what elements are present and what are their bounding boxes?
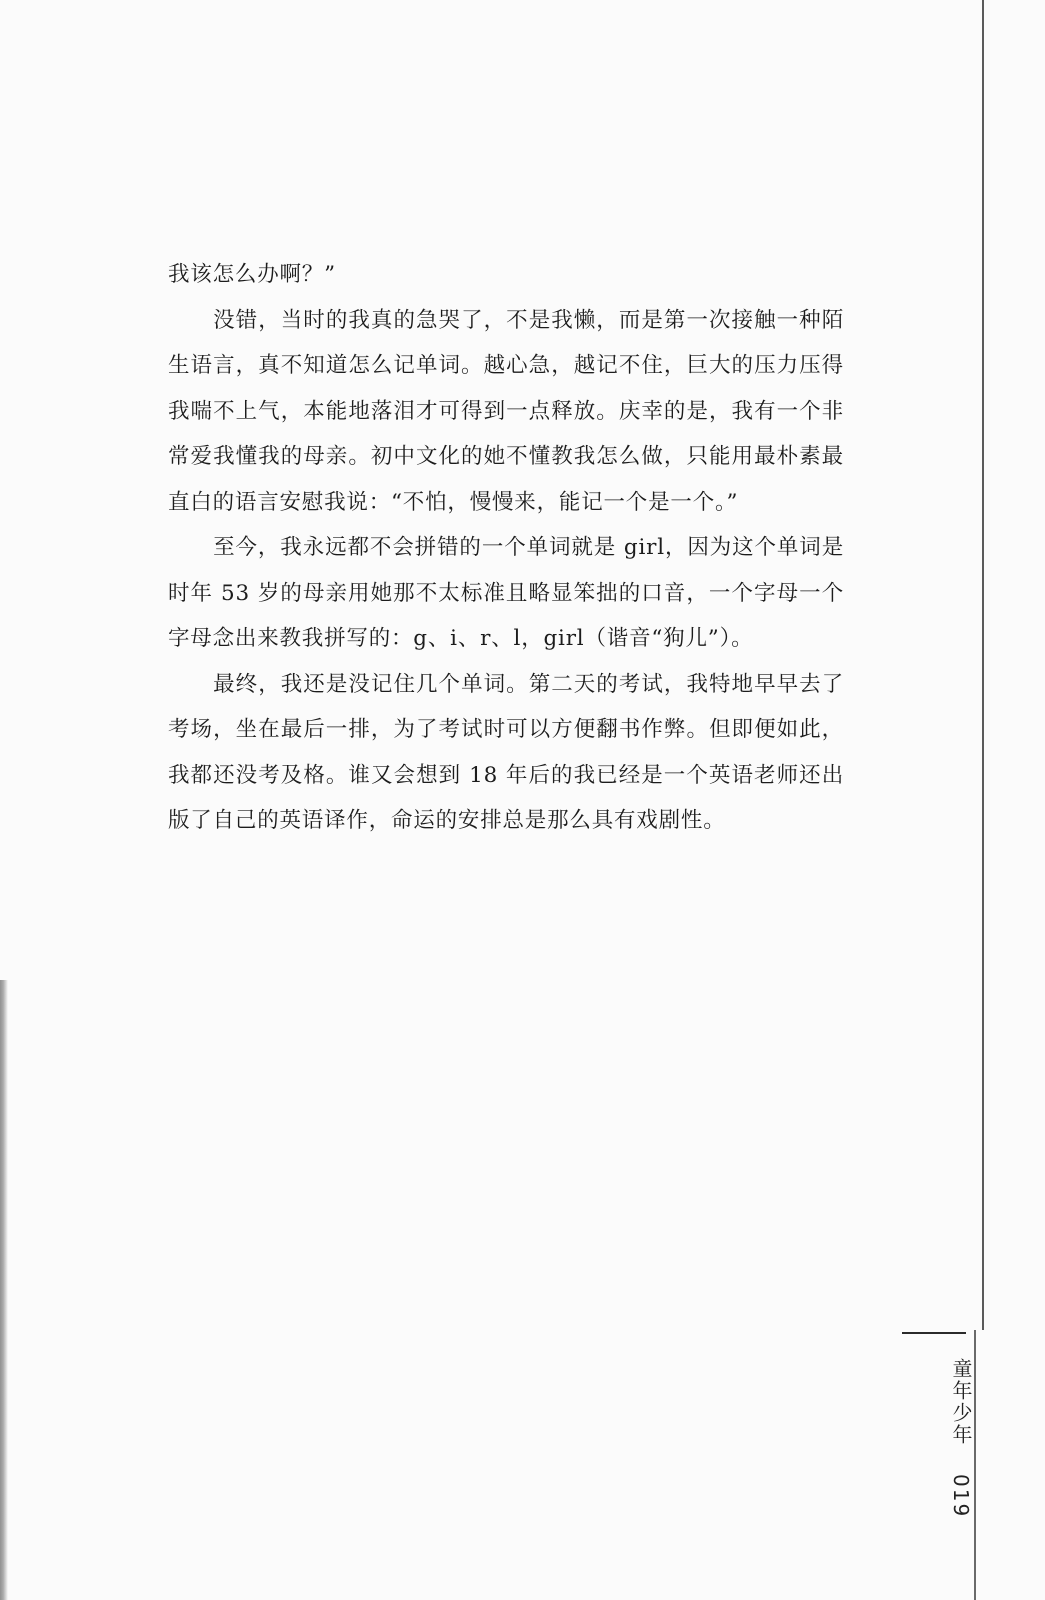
body-text xyxy=(168,252,844,844)
page-number: 019 xyxy=(949,1474,973,1519)
paragraph-continuation: 我该怎么办啊？” xyxy=(168,262,336,287)
page-edge-line-lower xyxy=(974,1330,976,1600)
paragraph: 至今，我永远都不会拼错的一个单词就是 girl，因为这个单词是时年 53 岁的母亲用她那不太标准且略显笨拙的口音，一个字母一个字母念出来教我拼写的：g、i、r、l，girl（谐音“狗儿”）。 xyxy=(168,535,844,651)
section-title: 童年少年 xyxy=(949,1358,973,1446)
paragraph: 没错，当时的我真的急哭了，不是我懒，而是第一次接触一种陌生语言，真不知道怎么记单词。越心急，越记不住，巨大的压力压得我喘不上气，本能地落泪才可得到一点释放。庆幸的是，我有一个非常爱我懂我的母亲。初中文化的她不懂教我怎么做，只能用最朴素最直白的语言安慰我说：“不怕，慢慢来，能记一个是一个。” xyxy=(168,307,844,515)
footer-rule xyxy=(902,1332,966,1334)
paragraph: 最终，我还是没记住几个单词。第二天的考试，我特地早早去了考场，坐在最后一排，为了考试时可以方便翻书作弊。但即便如此，我都还没考及格。谁又会想到 18 年后的我已经是一个英语老师还出版了自己的英语译作，命运的安排总是那么具有戏剧性。 xyxy=(168,671,844,833)
scan-edge-shadow xyxy=(0,980,8,1600)
running-footer xyxy=(902,1332,973,1572)
page-edge-line xyxy=(982,0,984,1330)
